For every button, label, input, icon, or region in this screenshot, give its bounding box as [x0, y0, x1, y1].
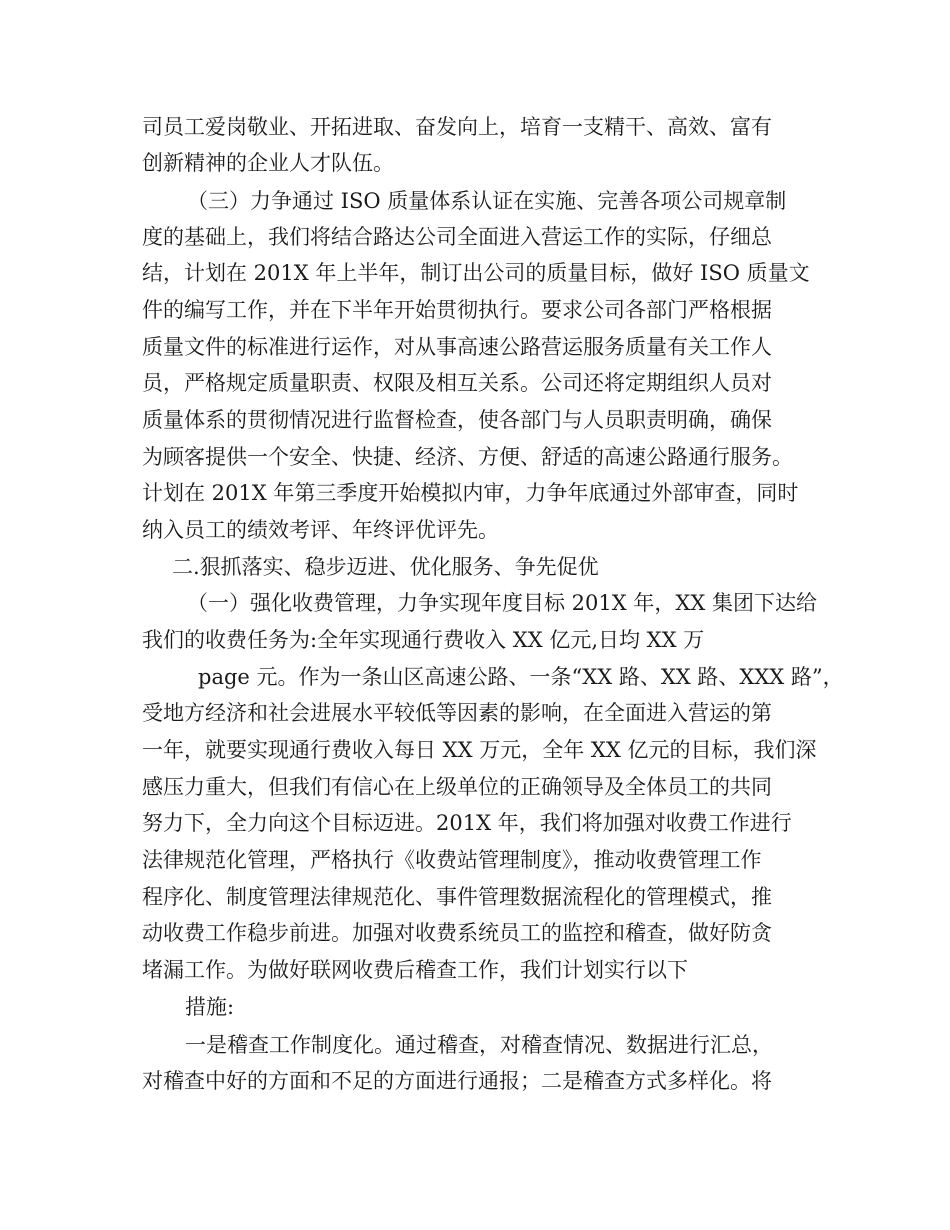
text-line: 对稽查中好的方面和不足的方面进行通报；二是稽查方式多样化。将 [142, 1069, 772, 1093]
text-line: 感压力重大，但我们有信心在上级单位的正确领导及全体员工的共同 [142, 775, 772, 799]
text-line: 一年，就要实现通行费收入每日 XX 万元，全年 XX 亿元的目标，我们深 [142, 738, 817, 762]
text-line: 计划在 201X 年第三季度开始模拟内审，力争年底通过外部审查，同时 [142, 481, 799, 505]
text-line: 质量体系的贯彻情况进行监督检查，使各部门与人员职责明确，确保 [142, 408, 772, 432]
text-line: （一）强化收费管理，力争实现年度目标 201X 年，XX 集团下达给 [187, 591, 817, 615]
text-line: 创新精神的企业人才队伍。 [142, 151, 394, 175]
text-line: （三）力争通过 ISO 质量体系认证在实施、完善各项公司规章制 [187, 189, 787, 213]
text-line: 努力下，全力向这个目标迈进。201X 年，我们将加强对收费工作进行 [142, 811, 792, 835]
text-line: 度的基础上，我们将结合路达公司全面进入营运工作的实际，仔细总 [142, 225, 772, 249]
text-line: 结，计划在 201X 年上半年，制订出公司的质量目标，做好 ISO 质量文 [142, 261, 810, 285]
text-line: 我们的收费任务为:全年实现通行费收入 XX 亿元,日均 XX 万 [142, 628, 705, 652]
text-line: 法律规范化管理，严格执行《收费站管理制度》，推动收费管理工作 [142, 848, 762, 872]
text-line: 为顾客提供一个安全、快捷、经济、方便、舒适的高速公路通行服务。 [142, 445, 793, 469]
text-line: 受地方经济和社会进展水平较低等因素的影响，在全面进入营运的第 [142, 701, 772, 725]
text-line: 员，严格规定质量职责、权限及相互关系。公司还将定期组织人员对 [142, 371, 772, 395]
text-line: 纳入员工的绩效考评、年终评优评先。 [142, 518, 499, 542]
text-line: 质量文件的标准进行运作，对从事高速公路营运服务质量有关工作人 [142, 335, 772, 359]
text-line: 一是稽查工作制度化。通过稽查，对稽查情况、数据进行汇总， [185, 1033, 773, 1057]
section-heading: 二.狠抓落实、稳步迈进、优化服务、争先促优 [172, 555, 599, 579]
text-line: page 元。作为一条山区高速公路、一条“XX 路、XX 路、XXX 路”， [198, 665, 844, 689]
text-line: 件的编写工作，并在下半年开始贯彻执行。要求公司各部门严格根据 [142, 298, 772, 322]
text-line: 程序化、制度管理法律规范化、事件管理数据流程化的管理模式，推 [142, 885, 772, 909]
text-line: 堵漏工作。为做好联网收费后稽查工作，我们计划实行以下 [142, 958, 688, 982]
text-line: 司员工爱岗敬业、开拓进取、奋发向上，培育一支精干、高效、富有 [142, 115, 772, 139]
text-line: 动收费工作稳步前进。加强对收费系统员工的监控和稽查，做好防贪 [142, 921, 772, 945]
text-line: 措施: [185, 995, 235, 1019]
